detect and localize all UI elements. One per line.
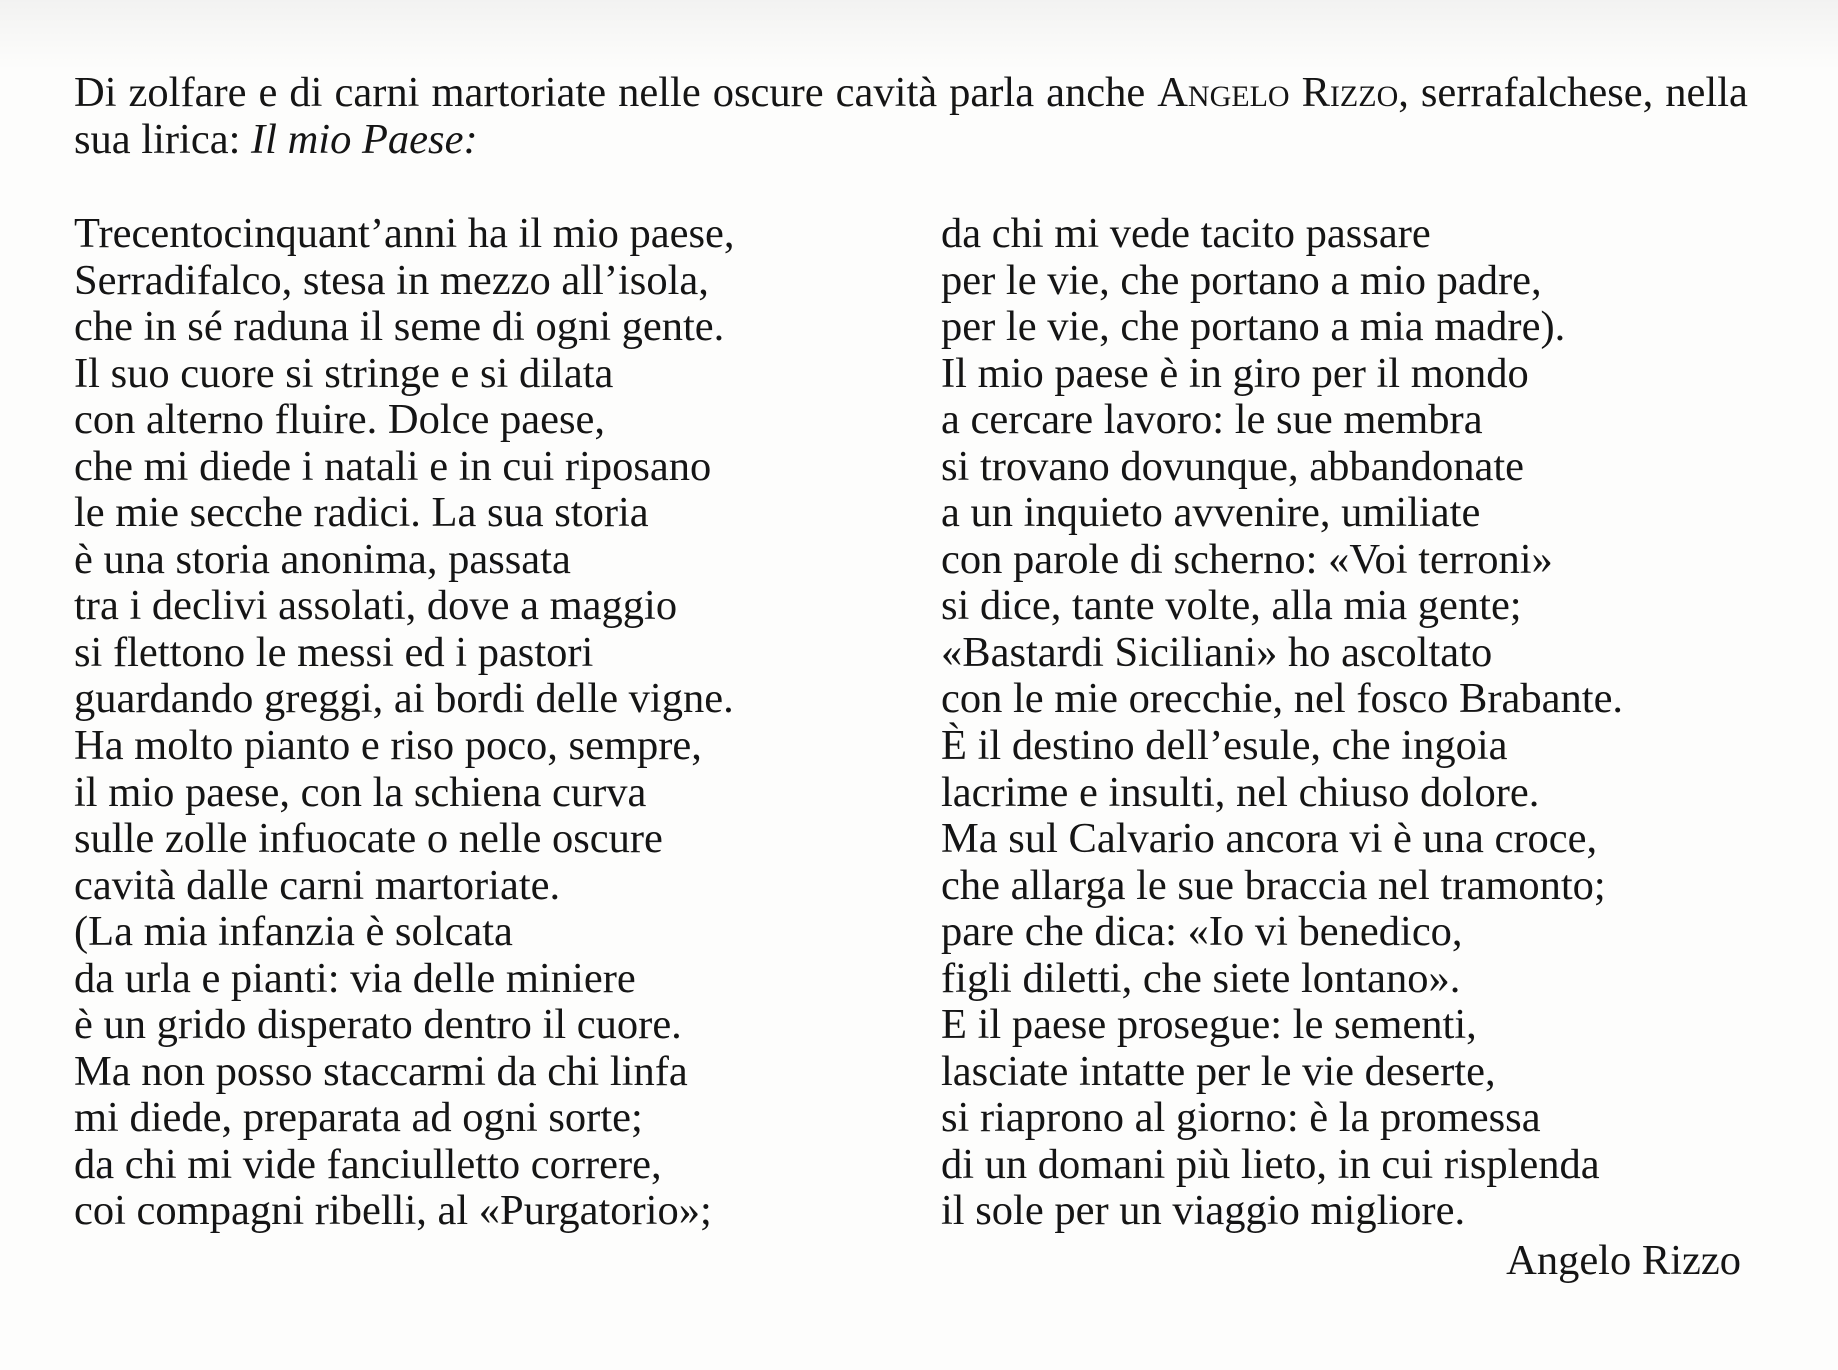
poem-line: che mi diede i natali e in cui riposano <box>74 442 712 490</box>
poem-line: lasciate intatte per le vie deserte, <box>941 1047 1496 1095</box>
poem-line: pare che dica: «Io vi benedico, <box>941 908 1463 956</box>
poem-line: «Bastardi Siciliani» ho ascoltato <box>941 628 1493 676</box>
poem-line: (La mia infanzia è solcata <box>74 908 513 956</box>
poem-line: con parole di scherno: «Voi terroni» <box>941 535 1553 583</box>
poem-column-left <box>74 211 735 1235</box>
poem-line: da chi mi vede tacito passare <box>941 210 1431 257</box>
poem-line: Il suo cuore si stringe e si dilata <box>74 349 614 397</box>
poem-line: tra i declivi assolati, dove a maggio <box>74 582 678 630</box>
poem-line: si dice, tante volte, alla mia gente; <box>941 582 1522 630</box>
poem-line: da chi mi vide fanciulletto correre, <box>74 1140 662 1188</box>
poem-line: il sole per un viaggio migliore. <box>941 1187 1466 1235</box>
intro-text: , serrafalchese, nella <box>1398 69 1748 116</box>
intro-line <box>74 117 1747 164</box>
poem-line: da urla e pianti: via delle miniere <box>74 954 636 1002</box>
poem-line: a cercare lavoro: le sue membra <box>941 396 1483 444</box>
poem-line: il mio paese, con la schiena curva <box>74 768 647 816</box>
poem-line: lacrime e insulti, nel chiuso dolore. <box>941 768 1540 816</box>
poem-line: con le mie orecchie, nel fosco Brabante. <box>941 675 1624 723</box>
poem-line: Ha molto pianto e riso poco, sempre, <box>74 722 702 770</box>
poem-line: è una storia anonima, passata <box>74 535 571 583</box>
poem-line: si trovano dovunque, abbandonate <box>941 442 1525 490</box>
poem-signature: Angelo Rizzo <box>1506 1237 1741 1284</box>
poem-column-right <box>941 211 1623 1235</box>
poem-line: che allarga le sue braccia nel tramonto; <box>941 861 1606 909</box>
poem-line: le mie secche radici. La sua storia <box>74 489 649 537</box>
poem-line: Ma non posso staccarmi da chi linfa <box>74 1047 688 1095</box>
poem-line: di un domani più lieto, in cui risplenda <box>941 1140 1600 1188</box>
poem-line: mi diede, preparata ad ogni sorte; <box>74 1094 643 1142</box>
poem-line: Il mio paese è in giro per il mondo <box>941 349 1529 397</box>
poem-title: Il mio Paese: <box>251 115 478 163</box>
intro-text: Di zolfare e di carni martoriate nelle oscure cavità parla anche <box>74 69 1146 116</box>
poem-line: E il paese prosegue: le sementi, <box>941 1001 1477 1049</box>
poem-line: si riaprono al giorno: è la promessa <box>941 1094 1541 1142</box>
poem-line: Trecentocinquant’anni ha il mio paese, <box>74 210 735 257</box>
poem-line: per le vie, che portano a mio padre, <box>941 256 1542 304</box>
poem-line: sulle zolle infuocate o nelle oscure <box>74 815 663 863</box>
poem-line: è un grido disperato dentro il cuore. <box>74 1001 682 1049</box>
poem-line: che in sé raduna il seme di ogni gente. <box>74 303 725 351</box>
poem-line: con alterno fluire. Dolce paese, <box>74 396 606 444</box>
poem-line: È il destino dell’esule, che ingoia <box>941 722 1508 770</box>
poem-line: Ma sul Calvario ancora vi è una croce, <box>941 815 1598 863</box>
poem-line: cavità dalle carni martoriate. <box>74 861 561 909</box>
author-name-smallcaps: Angelo Rizzo <box>1157 69 1399 116</box>
poem-line: coi compagni ribelli, al «Purgatorio»; <box>74 1187 712 1235</box>
intro-paragraph <box>74 70 1747 164</box>
intro-text: sua lirica: <box>74 115 241 163</box>
poem-line: a un inquieto avvenire, umiliate <box>941 489 1481 537</box>
intro-line <box>74 70 1747 117</box>
poem-line: Serradifalco, stesa in mezzo all’isola, <box>74 256 709 304</box>
poem-line: guardando greggi, ai bordi delle vigne. <box>74 675 734 723</box>
poem-line: figli diletti, che siete lontano». <box>941 954 1461 1002</box>
poem-line: per le vie, che portano a mia madre). <box>941 303 1566 351</box>
poem-line: si flettono le messi ed i pastori <box>74 628 594 676</box>
